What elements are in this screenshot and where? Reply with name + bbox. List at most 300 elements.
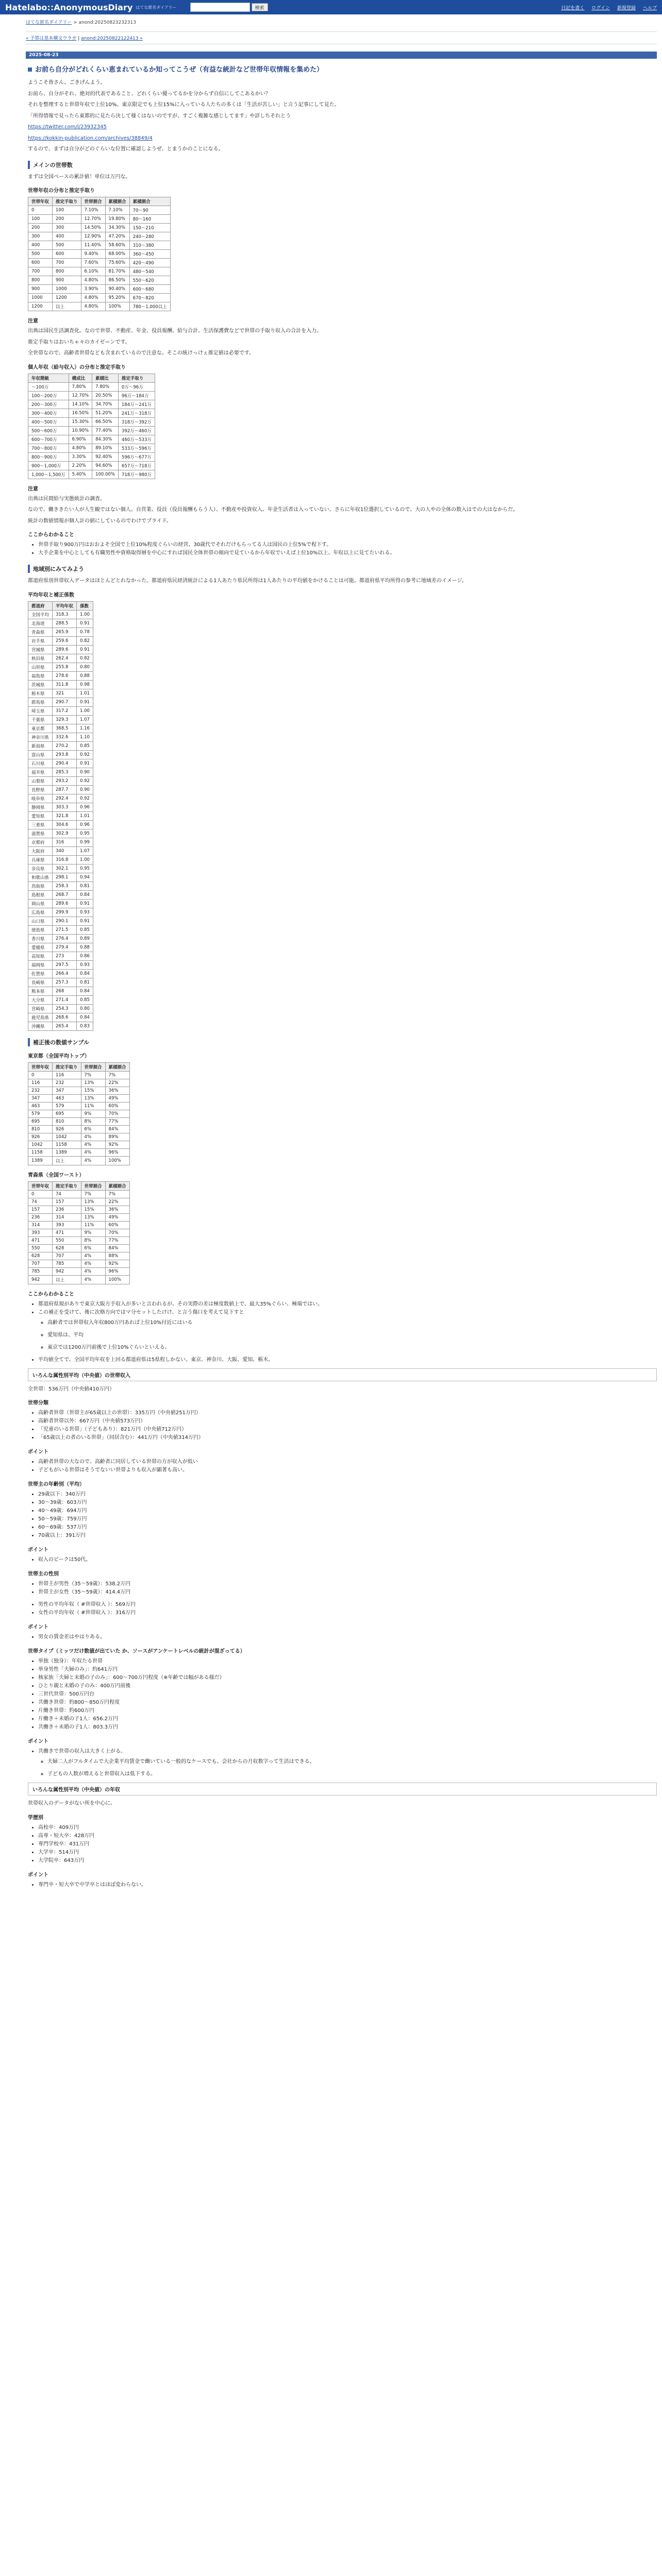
table-cell: 7.10% — [81, 206, 105, 215]
list-item: • 高専・短大卒：428万円 — [38, 1832, 657, 1840]
breadcrumb: はてな匿名ダイアリー > anond:20250823232313 — [26, 20, 136, 25]
table-cell: 60% — [105, 1102, 129, 1110]
nested-wrapper — [38, 1331, 657, 1340]
table-cell: 533万〜596万 — [118, 444, 155, 452]
table-row — [28, 444, 155, 452]
table-cell: 926 — [53, 1125, 81, 1133]
table-cell: 7% — [81, 1071, 105, 1079]
entry-title-text: お前ら自分がどれくらい恵まれているか知ってこうぜ（有益な統計など世帯年収情報を集めた） — [35, 66, 324, 74]
table-cell: 1389 — [28, 1156, 53, 1165]
table-cell: 新潟県 — [28, 741, 53, 750]
site-logo[interactable]: Hatelabo::AnonymousDiary — [5, 2, 133, 12]
table-cell: 1.00 — [77, 855, 93, 864]
table-row — [28, 855, 93, 864]
table-cell: 265.9 — [53, 628, 77, 636]
table-cell: 20.50% — [92, 391, 119, 400]
table-cell: 700 — [28, 267, 53, 276]
table-cell: 0.93 — [77, 908, 93, 917]
table-cell: 96万〜184万 — [118, 391, 155, 400]
table-cell: 10.90% — [69, 426, 92, 435]
paragraph: 都道府県別世帯収入データはほとんどとれなかった。都道府県民経済統計による1人あたり県民所得は1人あたりの平均値をかけることは可能。都道府県平均所得の参考に地域差のイメージ。 — [28, 578, 467, 584]
table-cell: 285.3 — [53, 768, 77, 776]
table-cell: 34.70% — [92, 400, 119, 409]
register-link[interactable]: 新規登録 — [617, 5, 636, 11]
page-body — [0, 19, 662, 1889]
table-header-row — [28, 374, 155, 382]
table-cell: 707 — [28, 1260, 53, 1267]
table-cell: 1.07 — [77, 715, 93, 724]
table-cell: 303.3 — [53, 803, 77, 811]
bullet-list — [38, 1300, 657, 1364]
search-button[interactable]: 検索 — [252, 3, 268, 11]
paragraph — [28, 123, 657, 131]
list-item: ◦ 東京では1200万円前後で上位10%ぐらいといえる。 — [47, 1344, 657, 1352]
table-cell: 600 — [28, 259, 53, 267]
table-cell: 0.89 — [77, 934, 93, 943]
table-cell: 0.91 — [77, 759, 93, 768]
table-cell: 15.30% — [69, 417, 92, 426]
table-row — [28, 294, 171, 302]
table-cell: 徳島県 — [28, 925, 53, 934]
table-header-cell: 推定手取り — [53, 1062, 81, 1071]
prev-entry-link[interactable]: « 予算は基本構文ウラガ — [26, 36, 77, 41]
table-header-cell: 構成比 — [69, 374, 92, 382]
box-title: いろんな属性別平均（中央値）の年収 — [32, 1787, 120, 1793]
table-row — [28, 1079, 130, 1087]
list-item: • 共働き世帯：約800〜850万円程度 — [38, 1699, 657, 1707]
table-cell: 81.70% — [105, 267, 129, 276]
table-cell: 4% — [81, 1267, 105, 1275]
sub-heading: ポイント — [28, 1739, 48, 1744]
table-cell: 942 — [53, 1267, 81, 1275]
nested-list — [47, 1344, 657, 1352]
table-cell: 400 — [28, 241, 53, 250]
table-row — [28, 417, 155, 426]
table-cell: 290.4 — [53, 759, 77, 768]
table-cell: 福島県 — [28, 671, 53, 680]
table-cell: 0 — [28, 1190, 53, 1198]
table-cell: 628 — [28, 1252, 53, 1260]
table-cell: 550 — [53, 1236, 81, 1244]
table-cell: 宮崎県 — [28, 1004, 53, 1013]
table-cell: 11.40% — [81, 241, 105, 250]
table-cell: 6.90% — [69, 435, 92, 444]
list-item: • 30〜39歳：603万円 — [38, 1499, 657, 1507]
table-cell: 7% — [105, 1071, 129, 1079]
table-cell: 岐阜県 — [28, 794, 53, 803]
table-cell: 滋賀県 — [28, 829, 53, 838]
sub-heading: 注意 — [28, 318, 38, 324]
table-cell: 100% — [105, 1275, 129, 1284]
table-cell: 310〜380 — [129, 241, 170, 250]
table-cell: 11% — [81, 1221, 105, 1229]
paragraph: 「所得情報で見ったら東都的に見たら決して様くはないのですが、すごく複雑な感じしてます」や詳しちそれとう — [28, 113, 291, 119]
table-cell: 297.5 — [53, 960, 77, 969]
list-item: • 40〜49歳：694万円 — [38, 1507, 657, 1515]
sub-heading: ポイント — [28, 1872, 48, 1878]
table-cell: 700〜800万 — [28, 444, 69, 452]
table-row — [28, 610, 93, 619]
table-cell: 317.2 — [53, 706, 77, 715]
list-item: • 高齢者世帯（世帯主が65歳以上の世帯）：335万円（中央値251万円） — [38, 1409, 657, 1417]
table-row — [28, 276, 171, 285]
source-link[interactable]: https://twitter.com/l/23932345 — [28, 124, 107, 130]
table-row — [28, 917, 93, 925]
table-cell: 12.90% — [81, 232, 105, 241]
table-cell: 1.00 — [77, 610, 93, 619]
table-cell: 278.6 — [53, 671, 77, 680]
table-cell: 92% — [105, 1141, 129, 1148]
table-row — [28, 960, 93, 969]
table-row — [28, 846, 93, 855]
table-row — [28, 1110, 130, 1117]
table-cell: 13% — [81, 1213, 105, 1221]
table-cell: 96% — [105, 1148, 129, 1156]
table-cell: 4% — [81, 1156, 105, 1165]
table-cell: 300〜400万 — [28, 409, 69, 417]
table-cell: 4% — [81, 1148, 105, 1156]
table-cell: 347 — [28, 1094, 53, 1102]
table-row — [28, 733, 93, 741]
table-cell: 810 — [28, 1125, 53, 1133]
breadcrumb-home-link[interactable]: はてな匿名ダイアリー — [26, 20, 72, 25]
table-cell: 96% — [105, 1267, 129, 1275]
sub-heading: 個人年収（給与収入）の分布と推定手取り — [28, 364, 126, 370]
table-row — [28, 741, 93, 750]
table-cell: 36% — [105, 1206, 129, 1213]
table-cell: 314 — [53, 1213, 81, 1221]
table-row — [28, 224, 171, 232]
table-cell: 佐賀県 — [28, 969, 53, 978]
list-item: • ひとり親と未婚の子のみ：400万円前後 — [38, 1682, 657, 1690]
table-cell: 287.7 — [53, 785, 77, 794]
table-cell: 0.91 — [77, 645, 93, 654]
site-subtitle: はてな匿名ダイアリー — [136, 5, 177, 10]
table-row — [28, 829, 93, 838]
list-item: • 世帯主が男性（35〜59歳）：538.2万円 — [38, 1580, 657, 1588]
table-cell: 84.30% — [92, 435, 119, 444]
list-item: • 高齢者世帯の大なので、高齢者に同居している世帯の方が収入が低い — [38, 1458, 657, 1466]
table-row — [28, 1022, 93, 1030]
table-header-cell: 世帯割合 — [81, 1062, 105, 1071]
table-row — [28, 1213, 130, 1221]
table-cell: 300 — [28, 232, 53, 241]
table-row — [28, 619, 93, 628]
table-cell: 0.96 — [77, 820, 93, 829]
table-cell: 3.30% — [69, 452, 92, 461]
table-cell: 500 — [28, 250, 53, 259]
table-cell: 800 — [28, 276, 53, 285]
table-cell: 150〜210 — [129, 224, 170, 232]
table-cell: 596万〜677万 — [118, 452, 155, 461]
table-cell: 241万〜318万 — [118, 409, 155, 417]
table-row — [28, 1133, 130, 1141]
table-cell: 14.10% — [69, 400, 92, 409]
table-row — [28, 452, 155, 461]
table-row — [28, 1190, 130, 1198]
table-cell: 鹿児島県 — [28, 1013, 53, 1022]
table-cell: 6% — [81, 1244, 105, 1252]
table-header-cell: 世帯年収 — [28, 1181, 53, 1190]
table-cell: 500〜600万 — [28, 426, 69, 435]
table-cell: 大阪府 — [28, 846, 53, 855]
table-cell: 100.00% — [92, 470, 119, 479]
table-header-cell: 累積比 — [92, 374, 119, 382]
paragraph — [28, 134, 657, 143]
table-cell: 1000 — [28, 294, 53, 302]
paragraph: まずは全国ベースの累計値！単位は万円な。 — [28, 174, 131, 180]
table-header-cell: 推定手取り — [118, 374, 155, 382]
sub-heading: 東京都（全国平均トップ） — [28, 1053, 90, 1059]
table-cell: 千葉県 — [28, 715, 53, 724]
table-cell: 628 — [53, 1244, 81, 1252]
paragraph: 世帯収入のデータがない所を中心に。 — [28, 1801, 115, 1806]
table-cell: 0.92 — [77, 794, 93, 803]
table-cell: 1.01 — [77, 811, 93, 820]
table-cell: 以上 — [53, 1275, 81, 1284]
table-cell: 三重県 — [28, 820, 53, 829]
login-link[interactable]: ログイン — [591, 5, 610, 11]
table-cell: 670〜820 — [129, 294, 170, 302]
table-cell: 900 — [28, 285, 53, 294]
table-row — [28, 698, 93, 706]
table-cell: 480〜540 — [129, 267, 170, 276]
bullet-list — [47, 1770, 657, 1778]
paragraph: 統計の数値情報が個人計の値にしているのでわけでプライド。 — [28, 518, 172, 524]
table-cell: 1.07 — [77, 846, 93, 855]
table-cell: 347 — [53, 1087, 81, 1094]
bullet-list — [38, 541, 657, 557]
table-row — [28, 400, 155, 409]
entry-title[interactable] — [28, 64, 657, 74]
table-row — [28, 461, 155, 470]
table-cell: 184万〜241万 — [118, 400, 155, 409]
list-item: ◦ 夫婦二人がフルタイムで大企業平均賃金で働いている一般的なケースでも、会社からの月収数字って生活はできる。 — [47, 1758, 657, 1766]
table-cell: 302.1 — [53, 864, 77, 873]
sub-heading: 世帯タイプ（ミッツだけ数値が出ていた か、ソースがアンケートレベルの統計が混ざってる） — [28, 1649, 245, 1654]
data-table — [28, 197, 171, 311]
sub-heading: 注意 — [28, 486, 38, 492]
table-cell: 550 — [28, 1244, 53, 1252]
table-row — [28, 908, 93, 917]
table-cell: 愛知県 — [28, 811, 53, 820]
table-row — [28, 689, 93, 698]
sub-heading: ポイント — [28, 1624, 48, 1630]
table-cell: 70% — [105, 1110, 129, 1117]
table-cell: 8% — [81, 1117, 105, 1125]
table-cell: 579 — [28, 1110, 53, 1117]
table-cell: 271.5 — [53, 925, 77, 934]
table-cell: 329.3 — [53, 715, 77, 724]
table-cell: 13% — [81, 1198, 105, 1206]
table-row — [28, 995, 93, 1004]
table-cell: 石川県 — [28, 759, 53, 768]
table-cell: 94.60% — [92, 461, 119, 470]
table-cell: 奈良県 — [28, 864, 53, 873]
table-row — [28, 1087, 130, 1094]
table-cell: 和歌山県 — [28, 873, 53, 882]
table-cell: 290.7 — [53, 698, 77, 706]
table-cell: 92% — [105, 1260, 129, 1267]
table-header-row — [28, 1062, 130, 1071]
table-row — [28, 1267, 130, 1275]
table-cell: 4.80% — [81, 302, 105, 311]
table-cell: 4.80% — [81, 276, 105, 285]
list-item: • 世帯手取り900万円はおおよそ全国で上位10%程度ぐらいの経営、30歳代でそれだけもらってる人は国民の上位5%で程下す。 — [38, 541, 657, 549]
table-cell: 262.4 — [53, 654, 77, 663]
table-cell: 2.20% — [69, 461, 92, 470]
table-row — [28, 803, 93, 811]
nested-list — [47, 1331, 657, 1340]
nested-wrapper — [38, 1319, 657, 1327]
list-item: • 大手企業を中心としても有職男性や資格取得層を中心にすれば国民全体世帯の傾向で見ているから年収でいえば上位10%以上、年収以上に見てたいれる。 — [38, 549, 657, 557]
next-entry-link[interactable]: anond:20250822122413 » — [81, 36, 143, 41]
table-cell: 15% — [81, 1087, 105, 1094]
table-cell: 4.80% — [69, 444, 92, 452]
table-cell: 298.1 — [53, 873, 77, 882]
table-cell: 0.80 — [77, 1004, 93, 1013]
table-row — [28, 628, 93, 636]
sub-heading: 平均年収と補正係数 — [28, 592, 74, 598]
table-cell: 900〜1,000万 — [28, 461, 69, 470]
table-cell: 0.91 — [77, 899, 93, 908]
table-cell: 6.10% — [81, 267, 105, 276]
table-cell: 393 — [28, 1229, 53, 1236]
table-cell: 600〜680 — [129, 285, 170, 294]
top-bar — [0, 0, 662, 14]
table-row — [28, 391, 155, 400]
sub-heading: ポイント — [28, 1449, 48, 1455]
table-cell: 0.81 — [77, 882, 93, 890]
search-input[interactable] — [190, 3, 250, 12]
table-cell: 200 — [53, 215, 81, 224]
table-row — [28, 671, 93, 680]
table-cell: 0.90 — [77, 768, 93, 776]
table-cell: 707 — [53, 1252, 81, 1260]
table-cell: 東京都 — [28, 724, 53, 733]
table-row — [28, 706, 93, 715]
table-cell: 268 — [53, 987, 77, 995]
table-row — [28, 750, 93, 759]
table-cell: 0.84 — [77, 969, 93, 978]
table-cell: 316 — [53, 838, 77, 846]
source-link[interactable]: https://kokkin-publication.com/archives/38849/4 — [28, 135, 153, 141]
bullet-list — [38, 1824, 657, 1865]
table-cell: 36% — [105, 1087, 129, 1094]
article-content — [28, 79, 657, 1889]
table-cell: 254.3 — [53, 1004, 77, 1013]
table-row — [28, 864, 93, 873]
table-cell: 北海道 — [28, 619, 53, 628]
table-cell: 157 — [28, 1206, 53, 1213]
table-cell: 富山県 — [28, 750, 53, 759]
table-cell: 4% — [81, 1141, 105, 1148]
bullet-list — [38, 1580, 657, 1597]
table-cell: 1,000〜1,500万 — [28, 470, 69, 479]
table-cell: 471 — [28, 1236, 53, 1244]
table-cell: 304.6 — [53, 820, 77, 829]
table-row — [28, 1071, 130, 1079]
table-row — [28, 250, 171, 259]
table-row — [28, 1148, 130, 1156]
pager: « 予算は基本構文ウラガ | anond:20250822122413 » — [26, 31, 657, 44]
table-row — [28, 285, 171, 294]
table-cell: 1389 — [53, 1148, 81, 1156]
table-cell: 兵庫県 — [28, 855, 53, 864]
data-table — [28, 374, 155, 479]
table-cell: 463 — [28, 1102, 53, 1110]
paragraph: 出典は民間給与実態統計の調査。 — [28, 496, 105, 502]
attribute-section — [28, 1783, 657, 1795]
table-cell: 1158 — [53, 1141, 81, 1148]
help-link[interactable]: ヘルプ — [642, 5, 657, 11]
table-cell: 7% — [105, 1190, 129, 1198]
table-row — [28, 1141, 130, 1148]
table-cell: 695 — [53, 1110, 81, 1117]
paragraph: なので、働ききたい人が人生観ではない個人。自営業、役員（役員報酬もらう人）、不動産や投資収入、年金生活者は入っていない。さらに年収1位選択しているので、大の人やの全体の数入はでの大はなからだ。 — [28, 507, 518, 513]
table-row — [28, 645, 93, 654]
table-row — [28, 1206, 130, 1213]
table-cell: 0.88 — [77, 671, 93, 680]
write-diary-link[interactable]: 日記を書く — [561, 5, 585, 11]
table-cell: 7.60% — [81, 259, 105, 267]
bullet-list — [38, 1556, 657, 1564]
table-header-cell: 世帯年収 — [28, 197, 53, 206]
data-table — [28, 601, 93, 1031]
table-cell: 4.80% — [81, 294, 105, 302]
table-row — [28, 636, 93, 645]
table-cell: 群馬県 — [28, 698, 53, 706]
table-cell: 49% — [105, 1213, 129, 1221]
table-header-cell: 都道府 — [28, 601, 53, 610]
table-cell: 0.86 — [77, 952, 93, 960]
table-cell: 4% — [81, 1133, 105, 1141]
table-cell: 471 — [53, 1229, 81, 1236]
table-cell: 293.2 — [53, 776, 77, 785]
list-item: • 女性の平均年収（ #世帯収入 ）：316万円 — [38, 1609, 657, 1617]
table-row — [28, 1236, 130, 1244]
list-item: • この補正を受けて、後に次格方向ではマ分セットしたけけ、と言う傷口を考えて見下すと — [38, 1309, 657, 1317]
table-cell: 4% — [81, 1260, 105, 1267]
table-cell: 900 — [53, 276, 81, 285]
paragraph: 全世帯：536万円（中央値410万円） — [28, 1386, 115, 1392]
list-item: • 三世代世帯：500万円台 — [38, 1690, 657, 1699]
table-row — [28, 759, 93, 768]
list-item: • 高校卒：409万円 — [38, 1824, 657, 1832]
table-cell: 311.8 — [53, 680, 77, 689]
list-item: • 大学卒：514万円 — [38, 1849, 657, 1857]
sub-heading: ポイント — [28, 1547, 48, 1553]
sub-heading: 青森県（全国ワースト） — [28, 1172, 85, 1178]
table-cell: 95.20% — [105, 294, 129, 302]
table-cell: 75.60% — [105, 259, 129, 267]
table-cell: 4% — [81, 1252, 105, 1260]
table-row — [28, 302, 171, 311]
list-item: • 共働き＋未婚の子1人：803.3万円 — [38, 1723, 657, 1732]
table-cell: 0.84 — [77, 890, 93, 899]
table-cell: 7.10% — [105, 206, 129, 215]
table-cell: 77% — [105, 1117, 129, 1125]
table-cell: 12.70% — [69, 391, 92, 400]
bullet-list — [47, 1758, 657, 1766]
table-header-cell: 推定手取り — [53, 197, 81, 206]
table-row — [28, 1013, 93, 1022]
list-item: • 専門卒・短大卒で中学卒とはほぼ変わらない。 — [38, 1881, 657, 1889]
paragraph: するので、まずは自分がどのぐらいな位置に確認しようぜ、とまうかのことになる。 — [28, 146, 224, 152]
table-cell: 259.6 — [53, 636, 77, 645]
table-cell: 88% — [105, 1252, 129, 1260]
sub-heading: 世帯分類 — [28, 1400, 48, 1406]
